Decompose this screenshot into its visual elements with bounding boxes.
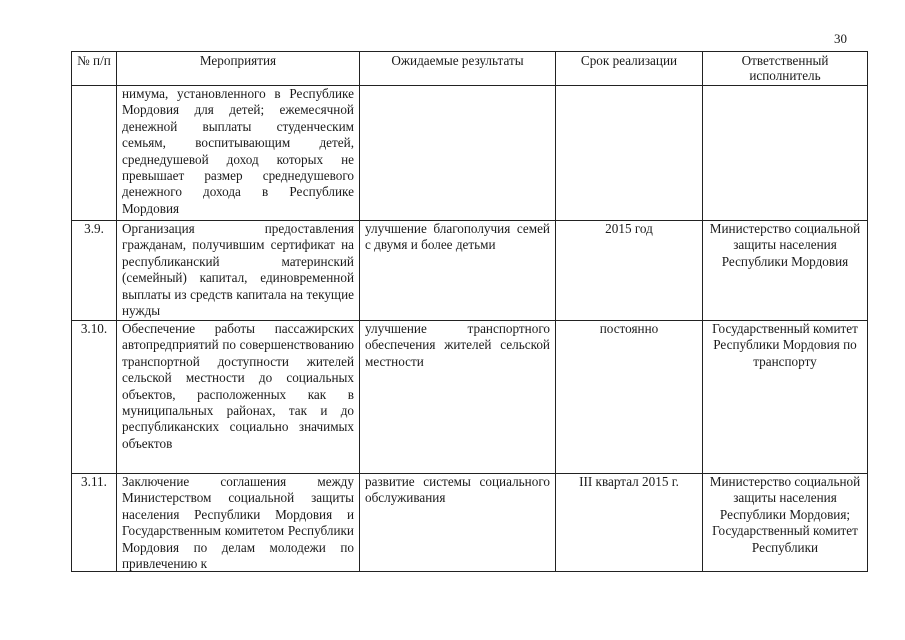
- row-exec: [703, 474, 868, 572]
- row-num: [72, 474, 117, 572]
- row-exec: Государственный комитет Республики Мордовия по транспорту: [703, 321, 868, 474]
- header-term: Срок реализации: [556, 52, 703, 86]
- header-num: № п/п: [72, 52, 117, 86]
- table-row: [72, 321, 868, 474]
- row-num-text: 3.11.: [81, 474, 107, 489]
- row-num: 3.9.: [72, 221, 117, 321]
- header-measure: Мероприятия: [117, 52, 360, 86]
- table-row: [72, 86, 868, 221]
- measures-table: [71, 51, 868, 572]
- row-result-text: развитие системы социального обслуживания: [365, 474, 550, 506]
- row-exec: Министерство социальной защиты населения Республики Мордовия: [703, 221, 868, 321]
- row-measure: Обеспечение работы пассажирских автопредприятий по совершенствованию транспортной доступности жителей сельской местности до социальных объектов, расположенных как в муниципальных районах, так и до республиканских социально значимых объектов: [117, 321, 360, 474]
- row-term: постоянно: [556, 321, 703, 474]
- table-row: [72, 474, 868, 572]
- row-result: улучшение благополучия семей с двумя и более детьми: [360, 221, 556, 321]
- row-exec: [703, 86, 868, 221]
- row-term: [556, 86, 703, 221]
- row-measure: Организация предоставления гражданам, получившим сертификат на республиканский материнский (семейный) капитал, единовременной выплаты из средств капитала на текущие нужды: [117, 221, 360, 321]
- row-term: 2015 год: [556, 221, 703, 321]
- header-exec: Ответственный исполнитель: [703, 52, 868, 86]
- row-exec-text: Министерство социальной защиты населения Республики Мордовия; Государственный комитет Республики: [709, 474, 861, 555]
- table-header-row: [72, 52, 868, 86]
- row-result: [360, 474, 556, 572]
- row-term: [556, 474, 703, 572]
- page-number: 30: [834, 31, 847, 46]
- row-result: [360, 86, 556, 221]
- table-row: [72, 221, 868, 321]
- row-term-text: III квартал 2015 г.: [579, 474, 679, 489]
- header-result: Ожидаемые результаты: [360, 52, 556, 86]
- row-measure: нимума, установленного в Республике Мордовия для детей; ежемесячной денежной выплаты студенческим семьям, воспитывающим детей, среднедушевой доход которых не превышает размер среднедушевого денежного дохода в Республике Мордовия: [117, 86, 360, 221]
- row-measure-text: Заключение соглашения между Министерством социальной защиты населения Республики Мордовия и Государственным комитетом Республики Мордовия по делам молодежи по привлечению к: [122, 474, 354, 571]
- row-measure: [117, 474, 360, 572]
- row-num: [72, 86, 117, 221]
- row-result: улучшение транспортного обеспечения жителей сельской местности: [360, 321, 556, 474]
- row-num: 3.10.: [72, 321, 117, 474]
